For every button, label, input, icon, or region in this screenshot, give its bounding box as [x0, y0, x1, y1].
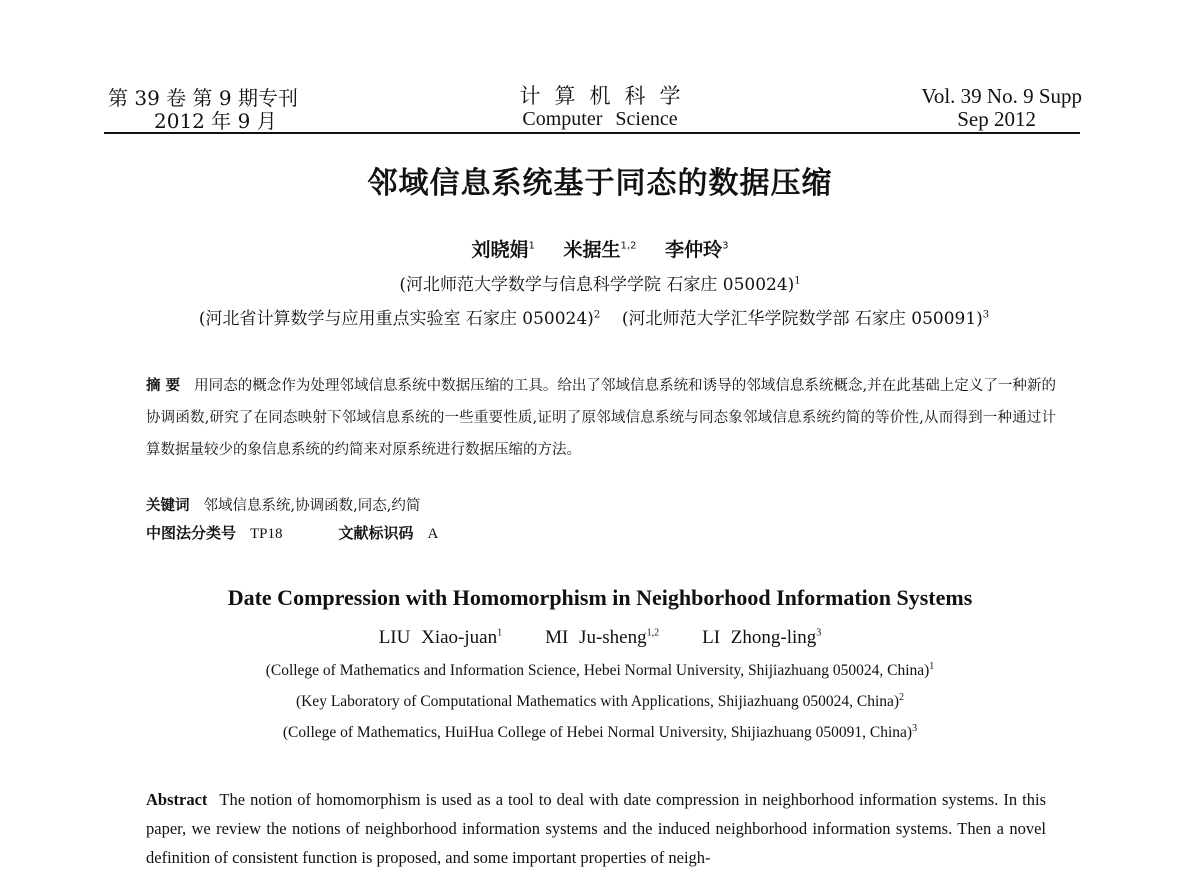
- title-zh: 邻域信息系统基于同态的数据压缩: [367, 166, 833, 201]
- authors-zh: [0, 235, 1200, 262]
- affiliation-zh-2: (河北省计算数学与应用重点实验室 石家庄 050024)$^2$: [198, 309, 601, 329]
- clc-label: 中图法分类号: [146, 524, 237, 542]
- affiliation-zh-2-3: [104, 304, 1084, 329]
- abstract-zh-text: 用同态的概念作为处理邻域信息系统中数据压缩的工具。给出了邻域信息系统和诱导的邻域信息系统概念,并在此基础上定义了一种新的协调函数,研究了在同态映射下邻域信息系统的一些重要性质,证明了原邻域信息系统与同态象邻域信息系统约简的等价性,从而得到一种通过计算数据量较少的象信息系统的约简来对原系统进行数据压缩的方法。: [146, 378, 1056, 458]
- header-volume-issue-zh: 第 39 卷 第 9 期专刊: [108, 86, 298, 110]
- author-zh-3: 李仲玲$^3$: [665, 239, 729, 261]
- author-zh-1: 刘晓娟$^1$: [471, 239, 535, 261]
- clc-value: TP18: [250, 526, 283, 542]
- keywords-zh-label: 关键词: [146, 498, 190, 514]
- authors-en: [0, 627, 1200, 649]
- header-volume-en-block: [890, 85, 1082, 131]
- author-en-1: LIU Xiao-juan$^1$: [378, 627, 503, 648]
- author-en-3: LI Zhong-ling$^3$: [702, 627, 822, 648]
- header-rule: [104, 132, 1080, 134]
- affiliation-zh-3: (河北师范大学汇华学院数学部 石家庄 050091)$^3$: [621, 309, 990, 329]
- keywords-zh: [146, 494, 420, 515]
- doc-code-value: A: [427, 526, 439, 542]
- abstract-en-label: Abstract: [146, 790, 208, 809]
- classification-line: [146, 522, 494, 543]
- header-date-en: Sep 2012: [957, 107, 1036, 131]
- author-zh-2: 米据生$^{1,2}$: [563, 239, 637, 261]
- abstract-zh: [146, 370, 1056, 466]
- abstract-zh-label: 摘 要: [146, 378, 181, 394]
- affiliation-zh-1: (河北师范大学数学与信息科学学院 石家庄 050024)$^1$: [399, 275, 801, 295]
- affiliation-en-3: (College of Mathematics, HuiHua College of Hebei Normal University, Shijiazhuang 050091, China)$^3$: [282, 723, 918, 742]
- title-en: Date Compression with Homomorphism in Neighborhood Information Systems: [227, 585, 973, 610]
- affiliation-en-1: (College of Mathematics and Information Science, Hebei Normal University, Shijiazhuang 050024, China)$^1$: [265, 661, 935, 680]
- abstract-en-text: The notion of homomorphism is used as a tool to deal with date compression in neighborhood information systems. In this paper, we review the notions of neighborhood information systems and the induced neighborhood information systems. Then a novel definition of consistent function is proposed, and some important properties of neigh-: [146, 790, 1046, 867]
- header-journal-en: Computer Science: [522, 108, 678, 130]
- affiliation-en-2: (Key Laboratory of Computational Mathematics with Applications, Shijiazhuang 050024, China)$^2$: [295, 692, 905, 711]
- header-journal-zh: 计算机科学: [519, 84, 695, 108]
- header-date-zh: 2012 年 9 月: [154, 109, 277, 133]
- header-volume-issue-en: Vol. 39 No. 9 Supp: [921, 84, 1082, 108]
- author-en-2: MI Ju-sheng$^{1,2}$: [545, 627, 660, 648]
- keywords-zh-text: 邻域信息系统,协调函数,同态,约简: [203, 498, 421, 514]
- doc-code-label: 文献标识码: [338, 524, 414, 542]
